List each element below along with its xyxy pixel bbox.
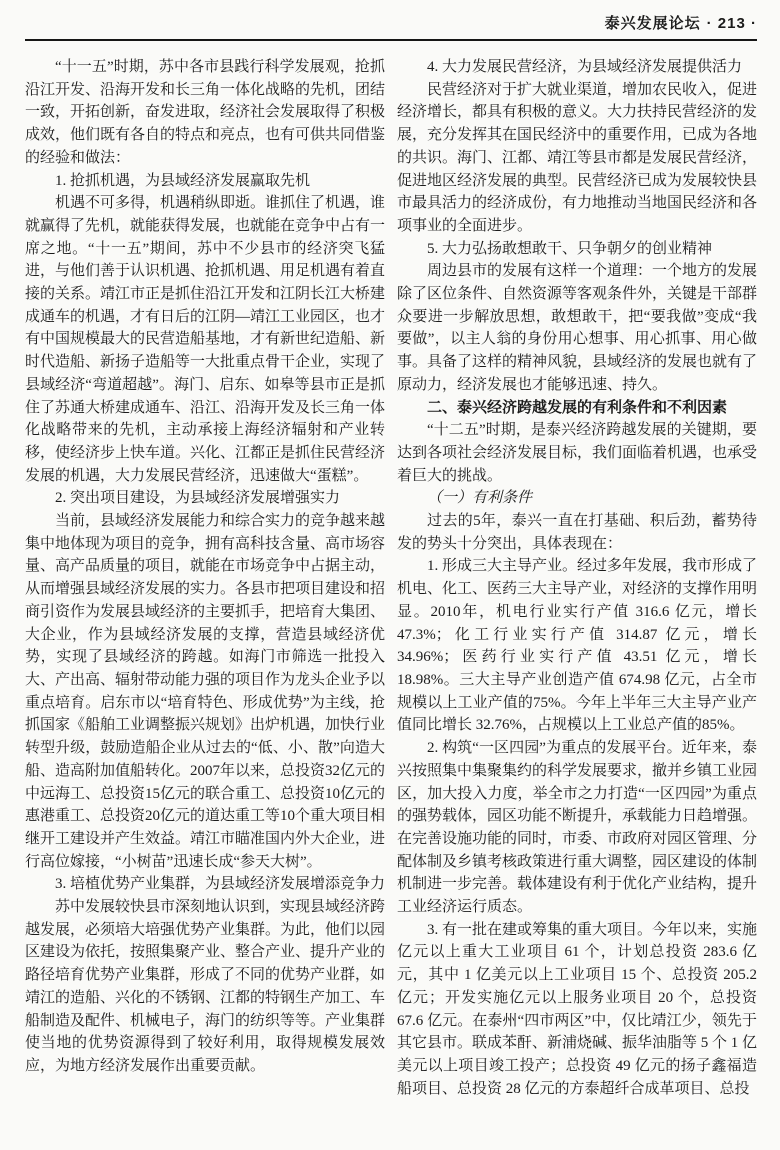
- kai-sub-heading: （一）有利条件: [427, 490, 533, 507]
- paragraph: 3. 有一批在建或筹集的重大项目。今年以来，实施亿元以上重大工业项目 61 个，计划总投资 283.6 亿元，其中 1 亿美元以上工业项目 15 个、总投资 205.2 亿元；开发实施亿元以上服务业项目 20 个，总投资 67.6 亿元。在泰州“四市两区”中，仅比靖江少，领先于其它县市。联成苯酐、新浦烧碱、振华油脂等 5 个 1 亿美元以上项目竣工投产；总投资 49 亿元的扬子鑫福造船项目、总投资 28 亿元的方泰超纤合成革项目、总投: [397, 921, 758, 1097]
- sub-heading: 3. 培植优势产业集群，为县域经济发展增添竞争力: [55, 876, 386, 893]
- right-column: [397, 56, 757, 1100]
- text-columns: [25, 56, 757, 1100]
- paragraph: 1. 形成三大主导产业。经过多年发展，我市形成了机电、化工、医药三大主导产业，对经济的支撑作用明显。2010年，机电行业实行产值 316.6 亿元，增长 47.3%；化工行业实行产值 314.87 亿元，增长 34.96%；医药行业实行产值 43.51 亿元，增长 18.98%。三大主导产业创造产值 674.98 亿元，占全市规模以上工业产值的75%。今年上半年三大主导产业产值同比增长 32.76%，占规模以上工业总产值的85%。: [397, 558, 758, 734]
- sub-heading: 5. 大力弘扬敢想敢干、只争朝夕的创业精神: [427, 240, 713, 257]
- paragraph: 苏中发展较快县市深刻地认识到，实现县域经济跨越发展，必须培大培强优势产业集群。为此，他们以园区建设为依托，按照集聚产业、整合产业、提升产业的路径培育优势产业集群，形成了不同的优势产业群，如靖江的造船、兴化的不锈钢、江都的特钢生产加工、车船制造及配件、机械电子，海门的纺织等等。产业集群使当地的优势资源得到了较好利用，取得规模发展效应，为地方经济发展作出重要贡献。: [25, 899, 386, 1074]
- sub-heading: 2. 突出项目建设，为县域经济发展增强实力: [55, 490, 341, 507]
- paragraph: “十一五”时期，苏中各市县践行科学发展观，抢抓沿江开发、沿海开发和长三角一体化战略的先机，团结一致，开拓创新，奋发进取，经济社会发展取得了积极成效，他们既有各自的特点和亮点，也有可供共同借鉴的经验和做法：: [25, 59, 386, 166]
- page-number: · 213 ·: [706, 15, 757, 32]
- sub-heading: 4. 大力发展民营经济，为县域经济发展提供活力: [427, 59, 743, 75]
- paragraph: “十二五”时期，是泰兴经济跨越发展的关键期，要达到各项社会经济发展目标，我们面临着机遇，也承受着巨大的挑战。: [397, 422, 758, 484]
- paragraph: 当前，县域经济发展能力和综合实力的竞争越来越集中地体现为项目的竞争，拥有高科技含量、高市场容量、高产品质量的项目，就能在市场竞争中占据主动，从而增强县域经济发展的实力。各县市把项目建设和招商引资作为发展县域经济的主要抓手，把培育大集团、大企业，作为县域经济发展的支撑，营造县域经济优势，实现了县域经济的跨越。如海门市筛选一批投入大、产出高、辐射带动能力强的项目作为龙头企业予以重点培育。启东市以“培育特色、形成优势”为主线，抢抓国家《船舶工业调整振兴规划》出炉机遇，加快行业转型升级，鼓励造船企业从过去的“低、小、散”向造大船、造高附加值船转化。2007年以来，总投资32亿元的中远海工、总投资15亿元的联合重工、总投资10亿元的惠港重工、总投资20亿元的道达重工等10个重大项目相继开工建设并产生效益。靖江市瞄准国内外大企业，进行高位嫁接，“小树苗”迅速长成“参天大树”。: [25, 513, 386, 870]
- page-header: [25, 12, 757, 39]
- paragraph: 周边县市的发展有这样一个道理：一个地方的发展除了区位条件、自然资源等客观条件外，关键是干部群众要进一步解放思想，敢想敢干，把“要我做”变成“我要做”，以主人翁的身份用心想事、用心抓事、用心做事。具备了这样的精神风貌，县域经济的发展也就有了原动力，经济发展也才能够迅速、持久。: [397, 263, 758, 393]
- paragraph: 民营经济对于扩大就业渠道，增加农民收入，促进经济增长，都具有积极的意义。大力扶持民营经济的发展，充分发挥其在国民经济中的重要作用，已成为各地的共识。海门、江都、靖江等县市都是发展民营经济，促进地区经济发展的典型。民营经济已成为发展较快县市最具活力的经济成份，有力地推动当地国民经济和各项事业的全面进步。: [397, 81, 758, 234]
- section-heading: 二、泰兴经济跨越发展的有利条件和不利因素: [427, 398, 728, 416]
- header-rule: [25, 39, 757, 41]
- paragraph: 2. 构筑“一区四园”为重点的发展平台。近年来，泰兴按照集中集聚集约的科学发展要求，撤并乡镇工业园区，加大投入力度，举全市之力打造“一区四园”为重点的强势载体，园区功能不断提升，承载能力日趋增强。在完善设施功能的同时，市委、市政府对园区管理、分配体制及乡镇考核政策进行重大调整，园区建设的体制机制进一步完善。载体建设有利于优化产业结构，提升工业经济运行质态。: [397, 740, 758, 916]
- paragraph: 过去的5年，泰兴一直在打基础、积后劲，蓄势待发的势头十分突出，具体表现在：: [397, 513, 757, 552]
- paragraph: 机遇不可多得，机遇稍纵即逝。谁抓住了机遇，谁就赢得了先机，就能获得发展，也就能在竞争中占有一席之地。“十一五”期间，苏中不少县市的经济突飞猛进，与他们善于认识机遇、抢抓机遇、用足机遇有着直接的关系。靖江市正是抓住沿江开发和江阴长江大桥建成通车的机遇，才有日后的江阴—靖江工业园区，也才有中国规模最大的民营造船基地，才有新世纪造船、新时代造船、新扬子造船等一大批重点骨干企业，实现了县域经济“弯道超越”。海门、启东、如皋等县市正是抓住了苏通大桥建成通车、沿江、沿海开发及长三角一体化战略带来的先机，主动承接上海经济辐射和产业转移，使经济步上快车道。兴化、江都正是抓住民营经济发展的机遇，大力发展民营经济，迅速做大“蛋糕”。: [25, 195, 386, 484]
- journal-title: 泰兴发展论坛: [604, 15, 701, 32]
- left-column: [25, 56, 385, 1100]
- sub-heading: 1. 抢抓机遇，为县域经济发展赢取先机: [55, 172, 311, 189]
